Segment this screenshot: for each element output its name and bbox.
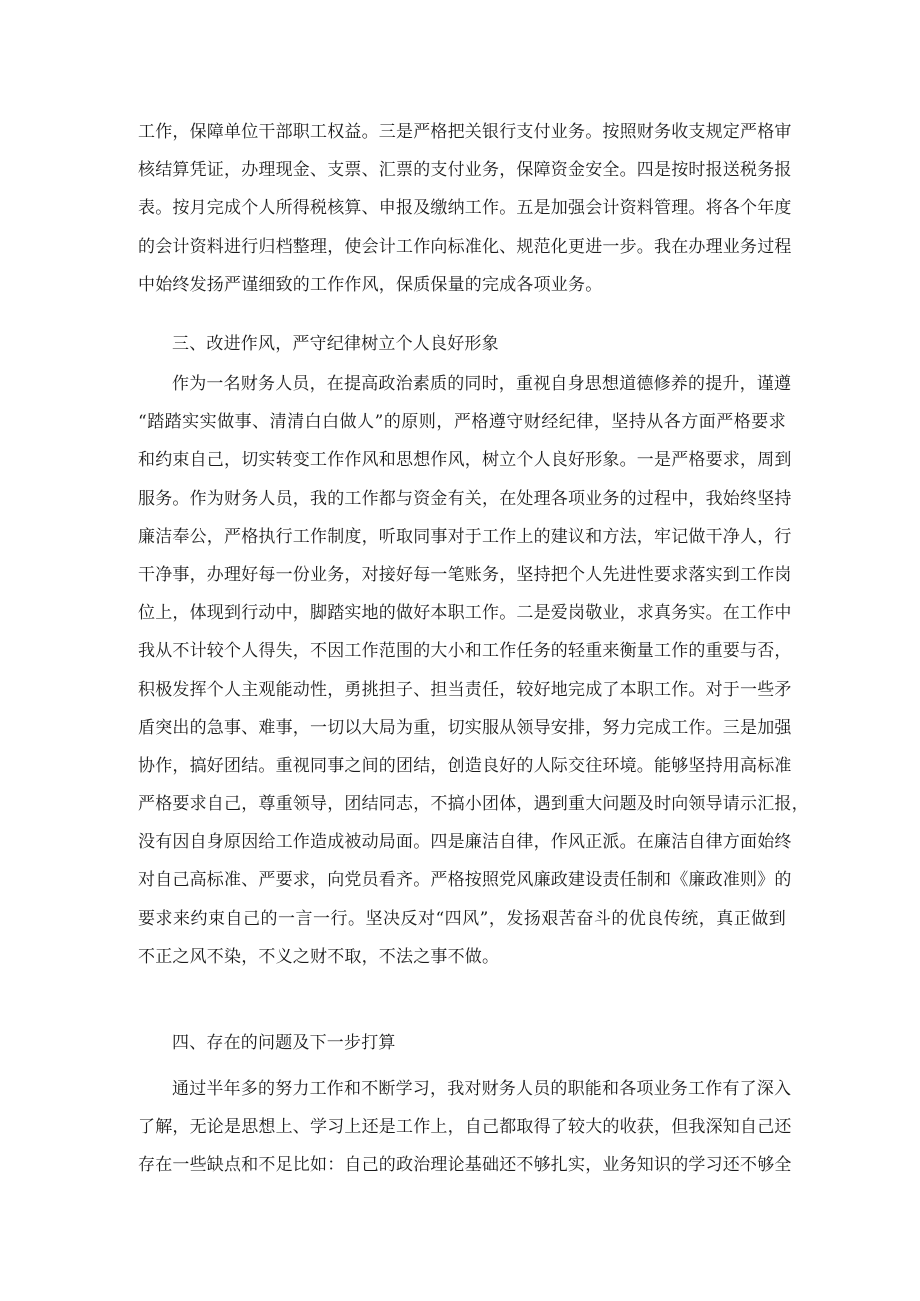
paragraph-line: 不正之风不染，不义之财不取，不法之事不做。 bbox=[138, 946, 500, 967]
paragraph-line: 盾突出的急事、难事，一切以大局为重，切实服从领导安排，努力完成工作。三是加强 bbox=[138, 717, 792, 738]
paragraph-line: 位上，体现到行动中，脚踏实地的做好本职工作。二是爱岗敬业，求真务实。在工作中 bbox=[138, 603, 792, 624]
paragraph-line: 中始终发扬严谨细致的工作作风，保质保量的完成各项业务。 bbox=[138, 274, 603, 295]
paragraph-line: 干净事，办理好每一份业务，对接好每一笔账务，坚持把个人先进性要求落实到工作岗 bbox=[138, 564, 792, 585]
paragraph-line: 和约束自己，切实转变工作作风和思想作风，树立个人良好形象。一是严格要求，周到 bbox=[138, 450, 792, 471]
section-heading: 三、改进作风，严守纪律树立个人良好形象 bbox=[172, 334, 499, 354]
paragraph-line: 服务。作为财务人员，我的工作都与资金有关，在处理各项业务的过程中，我始终坚持 bbox=[138, 488, 792, 509]
paragraph-line: 了解，无论是思想上、学习上还是工作上，自己都取得了较大的收获，但我深知自己还 bbox=[138, 1117, 792, 1138]
paragraph-3 bbox=[138, 1075, 792, 1190]
section-heading-3 bbox=[138, 330, 786, 359]
paragraph-line: 核结算凭证，办理现金、支票、汇票的支付业务，保障资金安全。四是按时报送税务报 bbox=[138, 160, 792, 181]
paragraph-line: 作为一名财务人员，在提高政治素质的同时，重视自身思想道德修养的提升，谨遵 bbox=[172, 374, 792, 394]
section-heading-4 bbox=[138, 1029, 786, 1058]
paragraph-line: 工作，保障单位干部职工权益。三是严格把关银行支付业务。按照财务收支规定严格审 bbox=[138, 122, 792, 142]
paragraph-line: 积极发挥个人主观能动性，勇挑担子、担当责任，较好地完成了本职工作。对于一些矛 bbox=[138, 679, 792, 700]
paragraph-1 bbox=[138, 118, 792, 309]
paragraph-line: 没有因自身原因给工作造成被动局面。四是廉洁自律，作风正派。在廉洁自律方面始终 bbox=[138, 832, 792, 853]
paragraph-line: “踏踏实实做事、清清白白做人”的原则，严格遵守财经纪律，坚持从各方面严格要求 bbox=[138, 412, 786, 433]
paragraph-2 bbox=[138, 370, 809, 981]
paragraph-line: 我从不计较个人得失，不因工作范围的大小和工作任务的轻重来衡量工作的重要与否， bbox=[138, 641, 792, 662]
paragraph-line: 存在一些缺点和不足比如：自己的政治理论基础还不够扎实，业务知识的学习还不够全 bbox=[138, 1155, 792, 1176]
paragraph-line: 对自己高标准、严要求，向党员看齐。严格按照党风廉政建设责任制和《廉政准则》的 bbox=[138, 870, 792, 891]
section-heading: 四、存在的问题及下一步打算 bbox=[172, 1033, 396, 1053]
paragraph-line: 严格要求自己，尊重领导，团结同志，不搞小团体，遇到重大问题及时向领导请示汇报， bbox=[138, 794, 809, 815]
paragraph-line: 通过半年多的努力工作和不断学习，我对财务人员的职能和各项业务工作有了深入 bbox=[172, 1079, 792, 1099]
paragraph-line: 协作，搞好团结。重视同事之间的团结，创造良好的人际交往环境。能够坚持用高标准 bbox=[138, 755, 792, 776]
paragraph-line: 表。按月完成个人所得税核算、申报及缴纳工作。五是加强会计资料管理。将各个年度 bbox=[138, 198, 792, 219]
paragraph-line: 廉洁奉公，严格执行工作制度，听取同事对于工作上的建议和方法，牢记做干净人，行 bbox=[138, 526, 792, 547]
paragraph-line: 要求来约束自己的一言一行。坚决反对“四风”，发扬艰苦奋斗的优良传统，真正做到 bbox=[138, 908, 786, 929]
paragraph-line: 的会计资料进行归档整理，使会计工作向标准化、规范化更进一步。我在办理业务过程 bbox=[138, 236, 792, 257]
